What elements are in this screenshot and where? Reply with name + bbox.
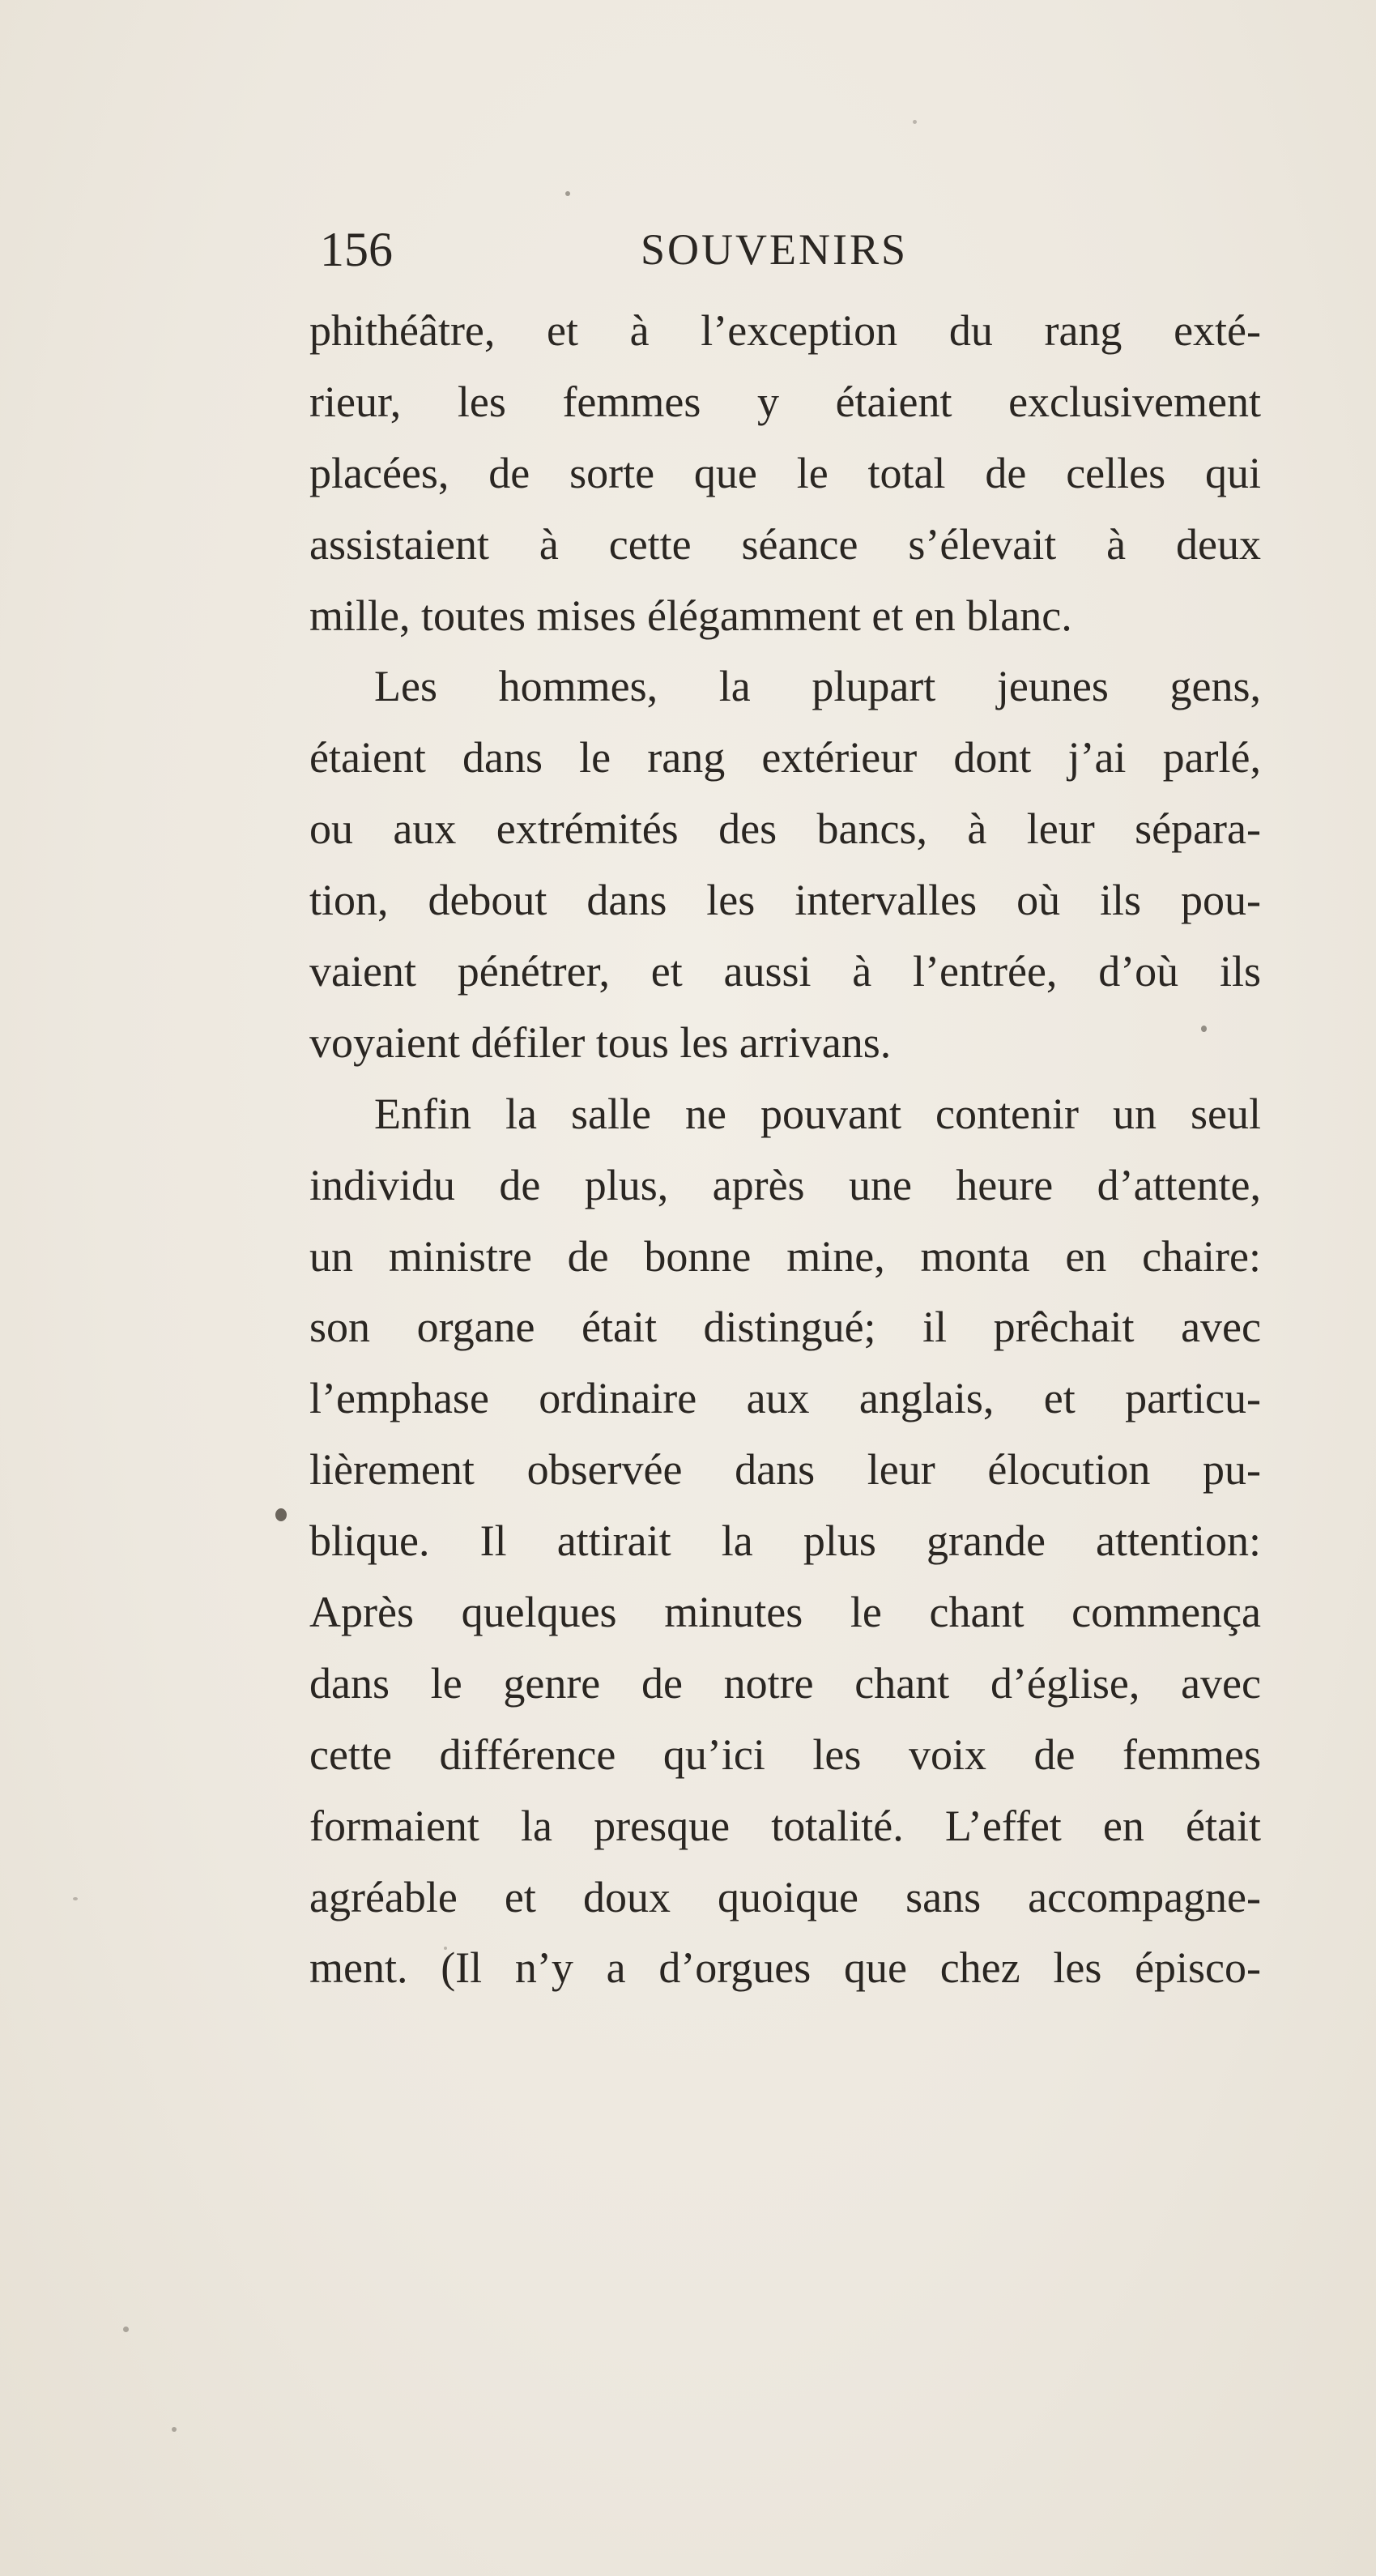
- text-line: mille, toutes mises élégamment et en blanc.: [309, 591, 1072, 640]
- text-line: étaient dans le rang extérieur dont j’ai parlé,: [309, 733, 1261, 783]
- text-line: phithéâtre, et à l’exception du rang exté-: [309, 306, 1261, 355]
- paper-speck: [565, 191, 570, 196]
- text-line: individu de plus, après une heure d’attente,: [309, 1160, 1261, 1209]
- running-title: SOUVENIRS: [641, 225, 909, 274]
- paper-speck: [73, 1897, 78, 1900]
- text-line: Après quelques minutes le chant commença: [309, 1588, 1261, 1637]
- text-line: voyaient défiler tous les arrivans.: [309, 1017, 892, 1067]
- text-line: lièrement observée dans leur élocution pu-: [309, 1445, 1261, 1495]
- body-text: [309, 296, 1261, 2004]
- text-line: Enfin la salle ne pouvant contenir un seul: [374, 1089, 1261, 1138]
- paper-speck: [1201, 1026, 1207, 1032]
- text-line: vaient pénétrer, et aussi à l’entrée, d’où ils: [309, 947, 1261, 996]
- text-line: agréable et doux quoique sans accompagne-: [309, 1872, 1261, 1921]
- text-line: l’emphase ordinaire aux anglais, et particu-: [309, 1374, 1261, 1423]
- paper-speck: [913, 120, 917, 124]
- page-number: 156: [320, 223, 393, 276]
- paper-speck: [172, 2427, 177, 2432]
- text-line: son organe était distingué; il prêchait avec: [309, 1303, 1261, 1352]
- text-line: dans le genre de notre chant d’église, avec: [309, 1658, 1261, 1708]
- running-head: [320, 217, 1251, 282]
- paper-speck: [123, 2327, 129, 2332]
- text-line: rieur, les femmes y étaient exclusivement: [309, 377, 1261, 426]
- text-line: blique. Il attirait la plus grande attention:: [309, 1516, 1261, 1566]
- text-line: un ministre de bonne mine, monta en chaire:: [309, 1231, 1261, 1281]
- text-line: Les hommes, la plupart jeunes gens,: [374, 662, 1261, 711]
- paper-speck: [444, 1947, 447, 1950]
- text-line: tion, debout dans les intervalles où ils pou-: [309, 876, 1261, 925]
- text-line: placées, de sorte que le total de celles qui: [309, 448, 1261, 497]
- text-line: ment. (Il n’y a d’orgues que chez les épisco-: [309, 1943, 1261, 1993]
- paper-speck: [275, 1508, 287, 1521]
- text-line: ou aux extrémités des bancs, à leur sépara-: [309, 804, 1261, 854]
- text-line: assistaient à cette séance s’élevait à deux: [309, 519, 1261, 569]
- text-line: formaient la presque totalité. L’effet en était: [309, 1801, 1261, 1850]
- text-line: cette différence qu’ici les voix de femmes: [309, 1729, 1261, 1779]
